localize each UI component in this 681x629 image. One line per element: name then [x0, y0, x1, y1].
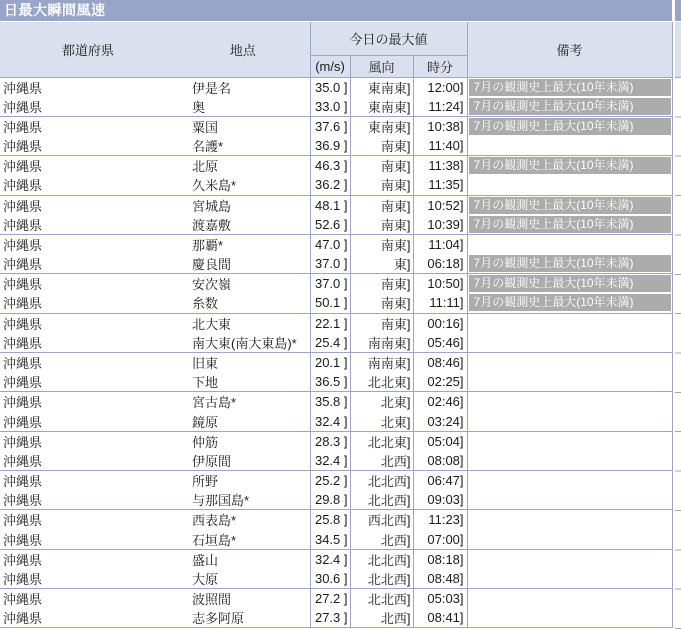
speed-cell: 32.4 ] [310, 549, 350, 569]
direction-cell: 南東] [350, 293, 413, 313]
time-cell: 02:46] [413, 392, 467, 412]
table-row [0, 588, 672, 608]
table-row [0, 372, 672, 392]
station-cell: 那覇* [176, 234, 310, 254]
table-row [0, 431, 672, 451]
time-cell: 06:18] [413, 254, 467, 274]
table-row [0, 451, 672, 471]
station-cell: 西表島* [176, 510, 310, 530]
direction-cell: 東南東] [350, 77, 413, 97]
direction-cell: 北西] [350, 608, 413, 628]
prefecture-cell: 沖縄県 [0, 116, 176, 136]
time-cell: 11:38] [413, 156, 467, 176]
speed-cell: 36.5 ] [310, 372, 350, 392]
remarks-cell [467, 569, 672, 589]
station-cell: 南大東(南大東島)* [176, 333, 310, 353]
next-column-title-strip [675, 0, 681, 22]
time-cell: 08:08] [413, 451, 467, 471]
table-row [0, 352, 672, 372]
remarks-cell [467, 608, 672, 628]
time-cell: 12:00] [413, 77, 467, 97]
remarks-cell [467, 293, 672, 313]
remarks-cell [467, 588, 672, 608]
station-cell: 大原 [176, 569, 310, 589]
direction-column-header: 風向 [350, 55, 413, 77]
direction-cell: 北西] [350, 529, 413, 549]
record-badge: 7月の観測史上最大(10年未満) [469, 216, 671, 233]
direction-cell: 南東] [350, 136, 413, 156]
station-cell: 下地 [176, 372, 310, 392]
record-badge: 7月の観測史上最大(10年未満) [469, 118, 671, 135]
table-row [0, 97, 672, 117]
remarks-cell [467, 97, 672, 117]
prefecture-column-header: 都道府県 [0, 22, 176, 77]
remarks-cell [467, 392, 672, 412]
remarks-column-header: 備考 [467, 22, 672, 77]
prefecture-cell: 沖縄県 [0, 333, 176, 353]
station-cell: 久米島* [176, 175, 310, 195]
table-row [0, 136, 672, 156]
prefecture-cell: 沖縄県 [0, 156, 176, 176]
remarks-cell [467, 77, 672, 97]
table-row [0, 333, 672, 353]
station-cell: 所野 [176, 470, 310, 490]
station-cell: 石垣島* [176, 529, 310, 549]
direction-cell: 北北東] [350, 431, 413, 451]
time-cell: 05:04] [413, 431, 467, 451]
wind-table-body [0, 77, 672, 628]
prefecture-cell: 沖縄県 [0, 254, 176, 274]
table-header [0, 22, 672, 77]
time-cell: 11:24] [413, 97, 467, 117]
speed-cell: 25.2 ] [310, 470, 350, 490]
next-table-column-edge [675, 0, 681, 629]
time-cell: 11:04] [413, 234, 467, 254]
prefecture-cell: 沖縄県 [0, 588, 176, 608]
table-row [0, 293, 672, 313]
speed-cell: 36.2 ] [310, 175, 350, 195]
time-column-header: 時分 [413, 55, 467, 77]
remarks-cell [467, 254, 672, 274]
table-row [0, 529, 672, 549]
time-cell: 11:40] [413, 136, 467, 156]
speed-cell: 25.4 ] [310, 333, 350, 353]
next-column-body-strip [675, 78, 681, 629]
wind-speed-table [0, 22, 673, 628]
remarks-cell [467, 352, 672, 372]
speed-cell: 33.0 ] [310, 97, 350, 117]
station-cell: 北原 [176, 156, 310, 176]
station-cell: 旧東 [176, 352, 310, 372]
station-cell: 名護* [176, 136, 310, 156]
direction-cell: 南東] [350, 234, 413, 254]
direction-cell: 南南東] [350, 333, 413, 353]
speed-cell: 27.3 ] [310, 608, 350, 628]
station-column-header: 地点 [176, 22, 310, 77]
station-cell: 鏡原 [176, 411, 310, 431]
table-row [0, 411, 672, 431]
direction-cell: 南東] [350, 195, 413, 215]
direction-cell: 北北西] [350, 470, 413, 490]
table-row [0, 215, 672, 235]
speed-cell: 28.3 ] [310, 431, 350, 451]
direction-cell: 北北西] [350, 588, 413, 608]
prefecture-cell: 沖縄県 [0, 195, 176, 215]
time-cell: 08:41] [413, 608, 467, 628]
speed-cell: 20.1 ] [310, 352, 350, 372]
remarks-cell [467, 234, 672, 254]
remarks-cell [467, 195, 672, 215]
speed-cell: 37.0 ] [310, 274, 350, 294]
direction-cell: 西北西] [350, 510, 413, 530]
remarks-cell [467, 510, 672, 530]
time-cell: 10:52] [413, 195, 467, 215]
record-badge: 7月の観測史上最大(10年未満) [469, 157, 671, 174]
speed-cell: 48.1 ] [310, 195, 350, 215]
speed-cell: 27.2 ] [310, 588, 350, 608]
remarks-cell [467, 313, 672, 333]
direction-cell: 南南東] [350, 352, 413, 372]
direction-cell: 北西] [350, 451, 413, 471]
prefecture-cell: 沖縄県 [0, 549, 176, 569]
speed-cell: 32.4 ] [310, 451, 350, 471]
time-cell: 10:50] [413, 274, 467, 294]
direction-cell: 北北西] [350, 490, 413, 510]
speed-cell: 29.8 ] [310, 490, 350, 510]
prefecture-cell: 沖縄県 [0, 451, 176, 471]
direction-cell: 南東] [350, 313, 413, 333]
station-cell: 糸数 [176, 293, 310, 313]
direction-cell: 東] [350, 254, 413, 274]
speed-cell: 34.5 ] [310, 529, 350, 549]
time-cell: 07:00] [413, 529, 467, 549]
remarks-cell [467, 529, 672, 549]
direction-cell: 南東] [350, 215, 413, 235]
prefecture-cell: 沖縄県 [0, 490, 176, 510]
station-cell: 北大東 [176, 313, 310, 333]
station-cell: 安次嶺 [176, 274, 310, 294]
prefecture-cell: 沖縄県 [0, 392, 176, 412]
prefecture-cell: 沖縄県 [0, 608, 176, 628]
remarks-cell [467, 490, 672, 510]
table-row [0, 195, 672, 215]
prefecture-cell: 沖縄県 [0, 234, 176, 254]
speed-cell: 52.6 ] [310, 215, 350, 235]
direction-cell: 北東] [350, 411, 413, 431]
prefecture-cell: 沖縄県 [0, 97, 176, 117]
prefecture-cell: 沖縄県 [0, 77, 176, 97]
direction-cell: 北北東] [350, 372, 413, 392]
station-cell: 盛山 [176, 549, 310, 569]
station-cell: 宮古島* [176, 392, 310, 412]
time-cell: 08:46] [413, 352, 467, 372]
remarks-cell [467, 431, 672, 451]
speed-cell: 35.0 ] [310, 77, 350, 97]
station-cell: 伊原間 [176, 451, 310, 471]
time-cell: 00:16] [413, 313, 467, 333]
station-cell: 仲筋 [176, 431, 310, 451]
station-cell: 宮城島 [176, 195, 310, 215]
remarks-cell [467, 333, 672, 353]
speed-cell: 36.9 ] [310, 136, 350, 156]
table-row [0, 77, 672, 97]
station-cell: 波照間 [176, 588, 310, 608]
prefecture-cell: 沖縄県 [0, 569, 176, 589]
table-row [0, 234, 672, 254]
direction-cell: 南東] [350, 175, 413, 195]
station-cell: 粟国 [176, 116, 310, 136]
table-row [0, 569, 672, 589]
time-cell: 08:18] [413, 549, 467, 569]
record-badge: 7月の観測史上最大(10年未満) [469, 79, 671, 96]
prefecture-cell: 沖縄県 [0, 470, 176, 490]
table-row [0, 156, 672, 176]
remarks-cell [467, 411, 672, 431]
remarks-cell [467, 549, 672, 569]
table-row [0, 392, 672, 412]
table-row [0, 313, 672, 333]
prefecture-cell: 沖縄県 [0, 510, 176, 530]
time-cell: 05:46] [413, 333, 467, 353]
table-row [0, 510, 672, 530]
prefecture-cell: 沖縄県 [0, 372, 176, 392]
time-cell: 08:48] [413, 569, 467, 589]
time-cell: 10:38] [413, 116, 467, 136]
time-cell: 02:25] [413, 372, 467, 392]
prefecture-cell: 沖縄県 [0, 274, 176, 294]
station-cell: 奥 [176, 97, 310, 117]
prefecture-cell: 沖縄県 [0, 313, 176, 333]
prefecture-cell: 沖縄県 [0, 352, 176, 372]
speed-cell: 25.8 ] [310, 510, 350, 530]
remarks-cell [467, 175, 672, 195]
time-cell: 06:47] [413, 470, 467, 490]
speed-cell: 35.8 ] [310, 392, 350, 412]
direction-cell: 東南東] [350, 116, 413, 136]
direction-cell: 北北西] [350, 549, 413, 569]
station-cell: 伊是名 [176, 77, 310, 97]
station-cell: 与那国島* [176, 490, 310, 510]
table-row [0, 549, 672, 569]
speed-cell: 46.3 ] [310, 156, 350, 176]
direction-cell: 東南東] [350, 97, 413, 117]
prefecture-cell: 沖縄県 [0, 431, 176, 451]
next-column-header-strip [675, 22, 681, 78]
station-cell: 渡嘉敷 [176, 215, 310, 235]
table-row [0, 116, 672, 136]
table-row [0, 175, 672, 195]
station-cell: 志多阿原 [176, 608, 310, 628]
time-cell: 05:03] [413, 588, 467, 608]
table-row [0, 608, 672, 628]
time-cell: 11:23] [413, 510, 467, 530]
direction-cell: 北北西] [350, 569, 413, 589]
record-badge: 7月の観測史上最大(10年未満) [469, 197, 671, 214]
prefecture-cell: 沖縄県 [0, 136, 176, 156]
prefecture-cell: 沖縄県 [0, 293, 176, 313]
page-title: 日最大瞬間風速 [0, 0, 672, 22]
record-badge: 7月の観測史上最大(10年未満) [469, 255, 671, 272]
prefecture-cell: 沖縄県 [0, 529, 176, 549]
direction-cell: 南東] [350, 274, 413, 294]
prefecture-cell: 沖縄県 [0, 411, 176, 431]
record-badge: 7月の観測史上最大(10年未満) [469, 294, 671, 311]
table-row [0, 274, 672, 294]
speed-cell: 22.1 ] [310, 313, 350, 333]
remarks-cell [467, 116, 672, 136]
time-cell: 09:03] [413, 490, 467, 510]
remarks-cell [467, 156, 672, 176]
speed-cell: 47.0 ] [310, 234, 350, 254]
speed-cell: 32.4 ] [310, 411, 350, 431]
remarks-cell [467, 470, 672, 490]
remarks-cell [467, 372, 672, 392]
direction-cell: 南東] [350, 156, 413, 176]
speed-unit-header: (m/s) [310, 55, 350, 77]
speed-cell: 50.1 ] [310, 293, 350, 313]
time-cell: 03:24] [413, 411, 467, 431]
record-badge: 7月の観測史上最大(10年未満) [469, 98, 671, 115]
speed-cell: 37.6 ] [310, 116, 350, 136]
prefecture-cell: 沖縄県 [0, 175, 176, 195]
today-max-column-header: 今日の最大値 [310, 22, 467, 55]
record-badge: 7月の観測史上最大(10年未満) [469, 275, 671, 292]
prefecture-cell: 沖縄県 [0, 215, 176, 235]
table-row [0, 254, 672, 274]
speed-cell: 30.6 ] [310, 569, 350, 589]
remarks-cell [467, 451, 672, 471]
table-row [0, 470, 672, 490]
table-row [0, 490, 672, 510]
time-cell: 11:11] [413, 293, 467, 313]
remarks-cell [467, 136, 672, 156]
time-cell: 11:35] [413, 175, 467, 195]
direction-cell: 北東] [350, 392, 413, 412]
remarks-cell [467, 274, 672, 294]
remarks-cell [467, 215, 672, 235]
time-cell: 10:39] [413, 215, 467, 235]
speed-cell: 37.0 ] [310, 254, 350, 274]
station-cell: 慶良間 [176, 254, 310, 274]
